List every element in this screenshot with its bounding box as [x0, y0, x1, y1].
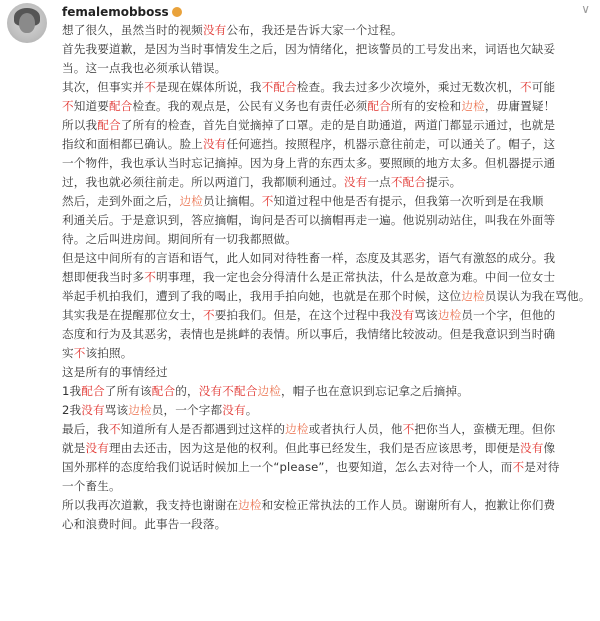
- post-text: 其实我是在提醒那位女士，: [62, 308, 203, 322]
- post-line: [62, 116, 592, 135]
- post-text: 当。这一点我也必须承认错误。: [62, 61, 227, 75]
- post-text: 实: [62, 346, 74, 360]
- post-text: ，帽子也在意识到忘记拿之后摘掉。: [281, 384, 469, 398]
- post-text: 是对待: [524, 460, 560, 474]
- post-text: 心和浪费时间。此事告一段落。: [62, 517, 227, 531]
- post-text: 利通关后。于是意识到，答应摘帽，询问是否可以摘帽再走一遍。他说别动站住，叫我在外面等: [62, 213, 556, 227]
- post-line: [62, 477, 592, 496]
- post-text: 。: [245, 403, 258, 417]
- post-line: [62, 249, 592, 268]
- post-text: 骂该: [104, 403, 129, 417]
- highlighted-text: 不: [202, 308, 215, 322]
- post-line: [62, 78, 592, 97]
- post-text: 检查。我的观点是，公民有义务也有责任必须: [132, 99, 368, 113]
- post-line: [62, 515, 592, 534]
- highlighted-text: 没有: [222, 403, 246, 417]
- post-text: 任何遮挡。按照程序，机器示意往前走，可以通关了。帽子，这: [226, 137, 556, 151]
- post-text: 所以我再次道歉，我支持也谢谢在: [62, 498, 239, 512]
- avatar-face: [19, 13, 35, 33]
- topic-link[interactable]: 边检: [128, 403, 152, 417]
- highlighted-text: 配合: [97, 118, 121, 132]
- post-text: 理由去还击，因为这是他的权利。但此事已经发生，我们是否应该思考，即便是: [109, 441, 521, 455]
- post-text: 公布，我还是告诉大家一个过程。: [226, 23, 403, 37]
- post-line: [62, 287, 592, 306]
- post-text: 员一个字，但他的: [461, 308, 556, 322]
- post-text: 然后，走到外面之后，: [62, 194, 180, 208]
- highlighted-text: 不: [144, 270, 156, 284]
- highlighted-text: 没有: [85, 441, 109, 455]
- post-line: [62, 268, 592, 287]
- chevron-down-icon[interactable]: ∨: [581, 2, 590, 16]
- topic-link[interactable]: 边检: [461, 99, 485, 113]
- username-row[interactable]: [62, 4, 182, 20]
- post-text: 但是这中间所有的言语和语气，此人如同对待牲畜一样，态度及其恶劣，语气有激怒的成分。我: [62, 251, 556, 265]
- post-text: 员，一个字都: [151, 403, 223, 417]
- highlighted-text: 不: [261, 194, 274, 208]
- highlighted-text: 没有: [81, 403, 105, 417]
- topic-link[interactable]: 边检: [179, 194, 203, 208]
- highlighted-text: 不: [62, 99, 74, 113]
- post-line: [62, 97, 592, 116]
- post-line: [62, 154, 592, 173]
- post-text: 或者执行人员，他: [308, 422, 403, 436]
- highlighted-text: 没有不配合: [198, 384, 258, 398]
- post-line: [62, 401, 592, 420]
- post-text: 一个畜生。: [62, 479, 121, 493]
- post-text: 知道所有人是否都遇到过这样的: [120, 422, 286, 436]
- post-text: 想即便我当时多: [62, 270, 145, 284]
- post-line: [62, 230, 592, 249]
- post-line: [62, 40, 592, 59]
- post-text: 想了很久，虽然当时的视频: [62, 23, 203, 37]
- topic-link[interactable]: 边检: [257, 384, 281, 398]
- post-text: 提示。: [426, 175, 462, 189]
- post-text: 明事理，我一定也会分得清什么是正常执法，什么是故意为难。中间一位女士: [155, 270, 556, 284]
- highlighted-text: 没有: [390, 308, 415, 322]
- post-text: 一点: [367, 175, 391, 189]
- post-text: 态度和行为及其恶劣，表情也是挑衅的表情。所以事后，我情绪比较波动。但是我意识到当时确: [62, 327, 556, 341]
- post-text: 和安检正常执法的工作人员。谢谢所有人，抱歉让你们费: [261, 498, 556, 512]
- post-line: [62, 59, 592, 78]
- highlighted-text: 配合: [151, 384, 176, 398]
- topic-link[interactable]: 边检: [437, 308, 462, 322]
- post-text: 最后，我: [62, 422, 109, 436]
- highlighted-text: 不: [520, 80, 532, 94]
- vip-badge-icon: [172, 7, 182, 17]
- highlighted-text: 不配合: [261, 80, 297, 94]
- post-text: 1我: [62, 384, 82, 398]
- post-body: [62, 21, 592, 534]
- highlighted-text: 没有: [343, 175, 368, 189]
- post-text: ，毋庸置疑！: [484, 99, 556, 113]
- highlighted-text: 没有: [202, 137, 227, 151]
- post-text: 所以我: [62, 118, 98, 132]
- post-line: [62, 192, 592, 211]
- highlighted-text: 没有: [520, 441, 544, 455]
- highlighted-text: 配合: [367, 99, 391, 113]
- post-text: 检查。我去过多少次境外，乘过无数次机，: [296, 80, 521, 94]
- post-text: 该拍照。: [85, 346, 133, 360]
- post-text: 就是: [62, 441, 86, 455]
- user-avatar[interactable]: [7, 3, 47, 43]
- post-text: 骂该: [414, 308, 438, 322]
- highlighted-text: 不: [108, 422, 121, 436]
- post-line: [62, 344, 592, 363]
- post-line: [62, 21, 592, 40]
- username[interactable]: femalemobboss: [62, 5, 169, 19]
- highlighted-text: 不: [73, 346, 86, 360]
- post-line: [62, 420, 592, 439]
- post-line: [62, 211, 592, 230]
- post-line: [62, 382, 592, 401]
- post-text: 员误认为我在骂他。: [484, 289, 591, 303]
- highlighted-text: 配合: [108, 99, 133, 113]
- highlighted-text: 没有: [202, 23, 227, 37]
- highlighted-text: 配合: [81, 384, 105, 398]
- post-text: 过，我也就必须往前走。所以两道门，我都顺利通过。: [62, 175, 344, 189]
- post-text: 要拍我们。但是，在这个过程中我: [214, 308, 391, 322]
- post-line: [62, 496, 592, 515]
- post-text: 了所有该: [104, 384, 152, 398]
- post-text: 举起手机拍我们，遭到了我的喝止，我用手拍向她，也就是在那个时候，这位: [62, 289, 462, 303]
- post-line: [62, 135, 592, 154]
- topic-link[interactable]: 边检: [461, 289, 485, 303]
- post-text: 其次，但事实并: [62, 80, 145, 94]
- post-text: 知道要: [73, 99, 109, 113]
- post-text: 把你当人，蛮横无理。但你: [414, 422, 556, 436]
- highlighted-text: 不配合: [390, 175, 427, 189]
- highlighted-text: 不: [512, 460, 525, 474]
- post-text: 员让摘帽。: [202, 194, 262, 208]
- topic-link[interactable]: 边检: [238, 498, 262, 512]
- post-line: [62, 458, 592, 477]
- post-text: 首先我要道歉，是因为当时事情发生之后，因为情绪化，把该警员的工号发出来，词语也欠缺妥: [62, 42, 556, 56]
- post-text: 2我: [62, 403, 82, 417]
- post-text: 可能: [531, 80, 556, 94]
- post-line: [62, 325, 592, 344]
- post-text: 所有的安检和: [390, 99, 462, 113]
- post-text: 是现在媒体所说，我: [155, 80, 262, 94]
- post-text: 国外那样的态度给我们说话时候加上一个“please”，也要知道，怎么去对待一个人，而: [62, 460, 513, 474]
- post-text: 知道过程中他是否有提示，但我第一次听到是在我顺: [273, 194, 544, 208]
- post-text: 指纹和面相都已确认。脸上: [62, 137, 203, 151]
- post-text: 这是所有的事情经过: [62, 365, 168, 379]
- topic-link[interactable]: 边检: [285, 422, 309, 436]
- post-text: 的，: [175, 384, 199, 398]
- post-text: 像: [543, 441, 556, 455]
- post-text: 了所有的检查，首先自觉摘掉了口罩。走的是自助通道，两道门都显示通过，也就是: [120, 118, 556, 132]
- post-line: [62, 439, 592, 458]
- post-line: [62, 363, 592, 382]
- post-text: 待。之后叫进房间。期间所有一切我都照做。: [62, 232, 297, 246]
- highlighted-text: 不: [402, 422, 415, 436]
- highlighted-text: 不: [144, 80, 156, 94]
- post-text: 一个物件，我也承认当时忘记摘掉。因为身上背的东西太多。要照顾的地方太多。但机器提示通: [62, 156, 556, 170]
- post-line: [62, 306, 592, 325]
- post-line: [62, 173, 592, 192]
